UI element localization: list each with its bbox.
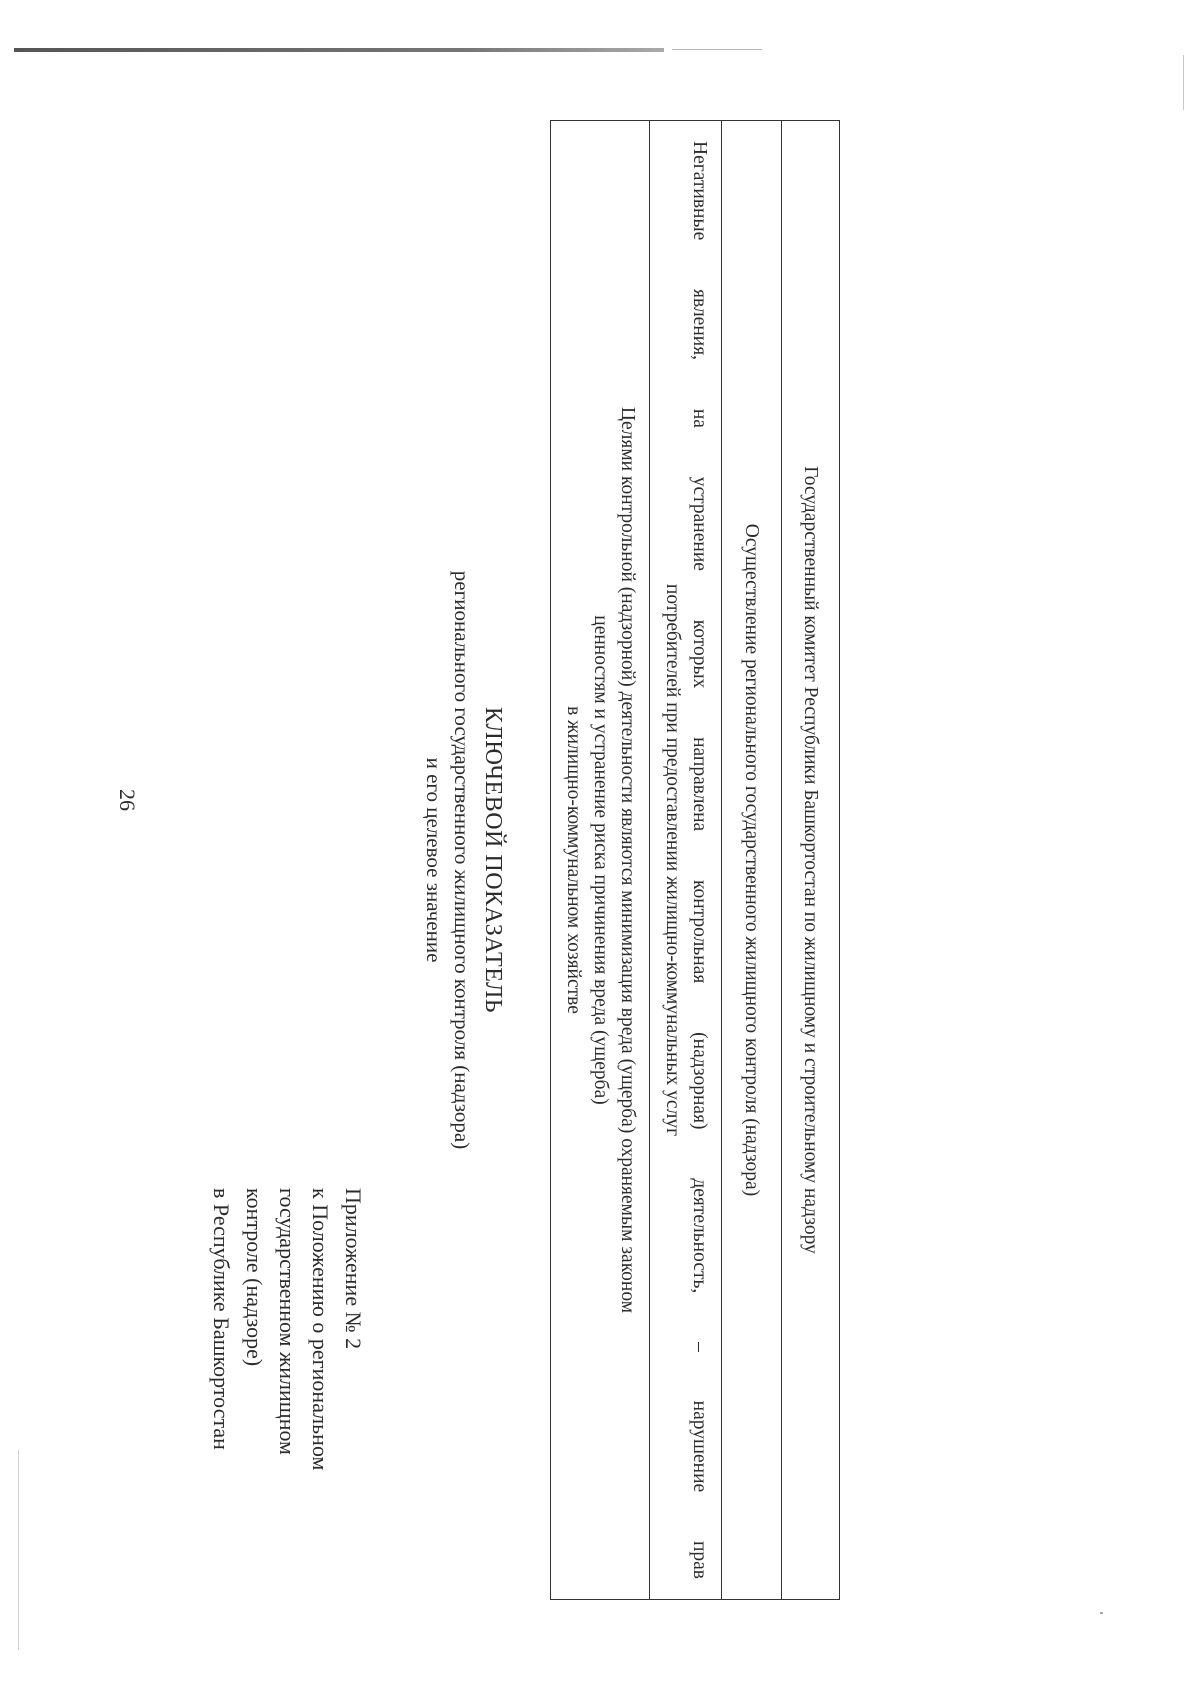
- appendix-line: государственном жилищном: [275, 1188, 300, 1455]
- table-row: [649, 121, 721, 1599]
- appendix-line: к Положению о региональном: [308, 1188, 333, 1471]
- table-row: [781, 121, 839, 1599]
- appendix-line: Приложение № 2: [341, 1188, 366, 1350]
- scan-edge-right: [1183, 55, 1184, 110]
- table-cell: Государственный комитет Республики Башкортостан по жилищному и строительному надзору: [800, 466, 821, 1254]
- table-cell-line: Негативные явления, на устранение которых направлена контрольная (надзорная) деятельность, – нарушение прав: [689, 141, 710, 1579]
- document-subtitle: и его целевое значение: [422, 757, 446, 963]
- document-subtitle: регионального государственного жилищного контроля (надзора): [450, 570, 474, 1150]
- page-number: 26: [115, 789, 140, 811]
- appendix-line: контроле (надзоре): [242, 1188, 267, 1367]
- table-cell-line: потребителей при предоставлении жилищно-коммунальных услуг: [662, 583, 683, 1137]
- table-row: [552, 121, 649, 1599]
- table-cell: Осуществление регионального государственного жилищного контроля (надзора): [741, 523, 762, 1197]
- appendix-line: в Республике Башкортостан: [209, 1188, 234, 1450]
- table-cell-line: ценностям и устранение риска причинения вреда (ущерба): [590, 615, 611, 1105]
- table-cell-line: Целями контрольной (надзорной) деятельности являются минимизация вреда (ущерба) охраняемым законом: [617, 406, 638, 1314]
- table-row: [721, 121, 781, 1599]
- table-cell-line: в жилищно-коммунальном хозяйстве: [563, 706, 584, 1014]
- scan-edge-left: [18, 1450, 19, 1650]
- indicator-table: [550, 120, 840, 1600]
- appendix-note: [205, 1188, 370, 1628]
- scan-edge-top: [14, 48, 664, 52]
- scan-speck: [1100, 1612, 1103, 1614]
- document-heading: [420, 410, 510, 1310]
- scan-edge-top-tail: [672, 49, 762, 50]
- document-title: КЛЮЧЕВОЙ ПОКАЗАТЕЛЬ: [480, 706, 506, 1014]
- rotated-page: [40, 80, 1080, 1640]
